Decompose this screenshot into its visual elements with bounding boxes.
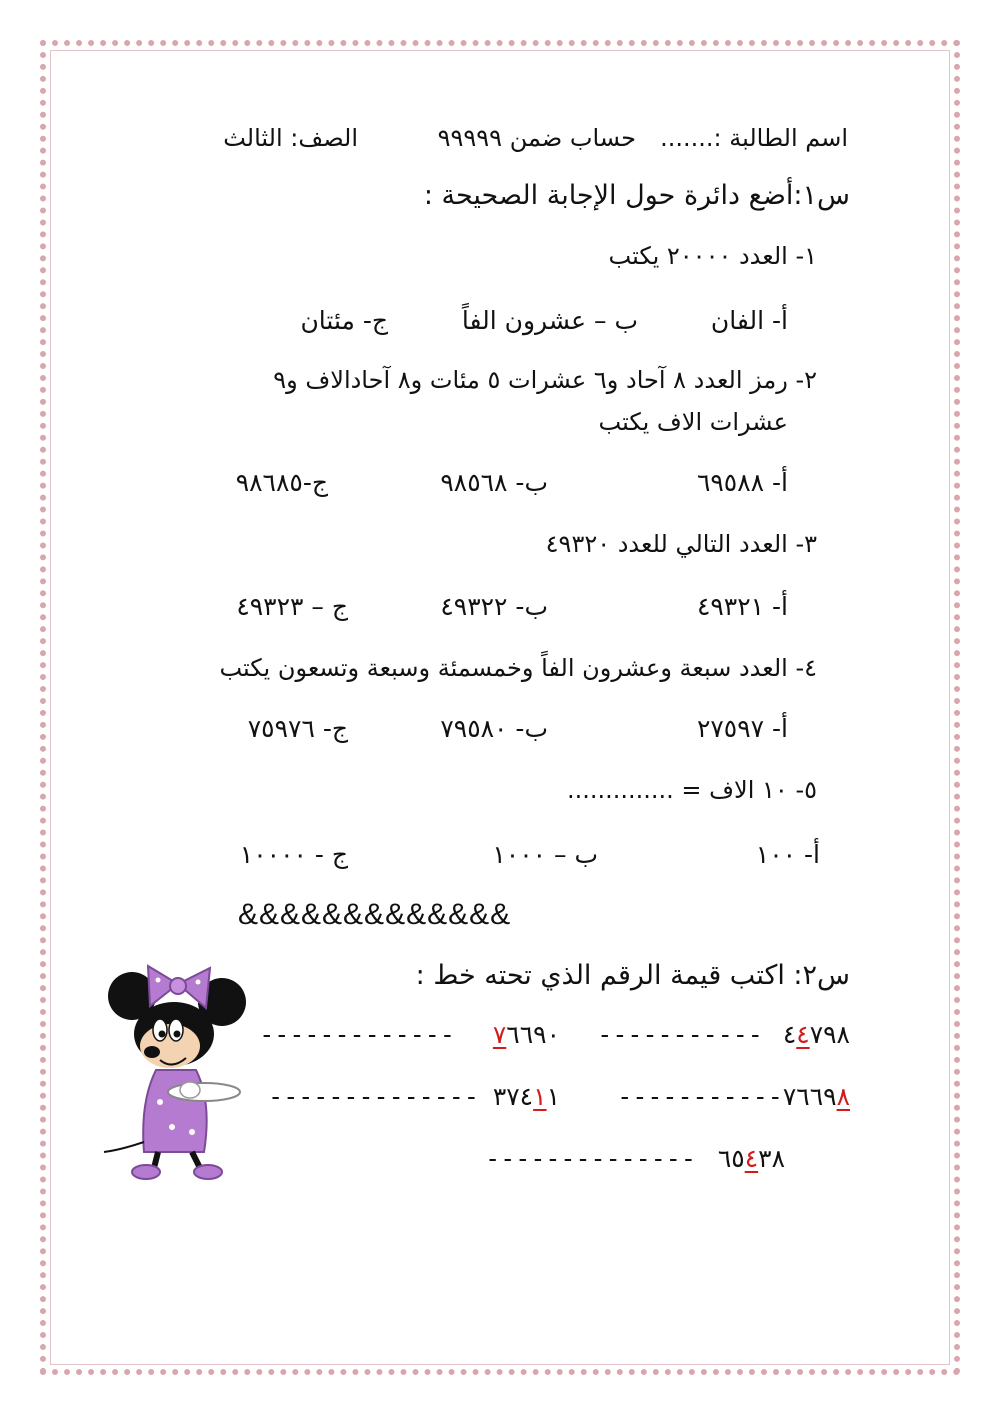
q1-item-1-stem: ١- العدد ٢٠٠٠٠ يكتب (608, 242, 817, 270)
underlined-digit: ٤ (744, 1144, 759, 1173)
answer-blank[interactable]: ------------- (259, 1020, 455, 1049)
answer-blank[interactable]: ----------- (597, 1020, 763, 1049)
minnie-mouse-icon (100, 962, 260, 1182)
q1-item-2-stem: ٢- رمز العدد ٨ آحاد و٦ عشرات ٥ مئات و٨ آحادالاف و٩ (273, 366, 817, 394)
question-2-title: س٢: اكتب قيمة الرقم الذي تحته خط : (415, 960, 850, 991)
q1-item-3-option-a[interactable]: أ- ٤٩٣٢١ (696, 592, 788, 621)
q1-item-5-option-b[interactable]: ب – ١٠٠٠ (492, 840, 598, 869)
q1-item-3-stem: ٣- العدد التالي للعدد ٤٩٣٢٠ (545, 530, 817, 558)
q2-item-2-number: ٧٦٦٩٠ (492, 1020, 560, 1049)
q1-item-5-stem: ٥- ١٠ الاف = .............. (566, 776, 817, 804)
q1-item-2-stem-cont: عشرات الاف يكتب (598, 408, 788, 436)
section-separator: &&&&&&&&&&&&& (238, 898, 512, 931)
underlined-digit: ١ (533, 1082, 547, 1111)
q2-item-4 (268, 1082, 560, 1111)
q1-item-2-option-b[interactable]: ب- ٩٨٥٦٨ (440, 468, 548, 497)
q1-item-4-option-b[interactable]: ب- ٧٩٥٨٠ (440, 714, 548, 743)
q1-item-3-option-c[interactable]: ج – ٤٩٣٢٣ (236, 592, 348, 621)
q1-item-1-option-a[interactable]: أ- الفان (710, 306, 788, 335)
q1-item-4-stem: ٤- العدد سبعة وعشرون الفاً وخمسمئة وسبعة وتسعون يكتب (219, 654, 817, 682)
q2-item-3-number: ٧٦٦٩٨ (782, 1082, 850, 1111)
underlined-digit: ٤ (796, 1020, 810, 1049)
q1-item-2-option-c[interactable]: ج-٩٨٦٨٥ (235, 468, 328, 497)
q1-item-3-option-b[interactable]: ب- ٤٩٣٢٢ (440, 592, 548, 621)
answer-blank[interactable]: -------------- (485, 1144, 696, 1173)
q1-item-1-option-b[interactable]: ب – عشرون الفاً (461, 306, 638, 335)
underlined-digit: ٨ (836, 1082, 850, 1111)
grade-label: الصف: الثالث (223, 124, 358, 152)
answer-blank[interactable]: -------------- (268, 1082, 479, 1111)
q1-item-2-option-a[interactable]: أ- ٦٩٥٨٨ (696, 468, 788, 497)
q1-item-5-option-a[interactable]: أ- ١٠٠ (755, 840, 820, 869)
q2-item-2 (259, 1020, 560, 1049)
q1-item-4-option-a[interactable]: أ- ٢٧٥٩٧ (696, 714, 788, 743)
answer-blank[interactable]: ----------- (617, 1082, 783, 1111)
q1-item-1-option-c[interactable]: ج- مئتان (300, 306, 388, 335)
q2-item-5 (485, 1144, 785, 1173)
q1-item-4-option-c[interactable]: ج- ٧٥٩٧٦ (247, 714, 348, 743)
q2-item-3 (617, 1082, 850, 1111)
question-1-title: س١:أضع دائرة حول الإجابة الصحيحة : (423, 180, 850, 211)
worksheet-topic: حساب ضمن ٩٩٩٩٩ (437, 124, 636, 152)
student-name-line: اسم الطالبة :....... (660, 124, 848, 152)
q2-item-4-number: ٣٧٤١١ (492, 1082, 560, 1111)
q1-item-5-option-c[interactable]: ج - ١٠٠٠٠ (239, 840, 348, 869)
q2-item-5-number: ٦٥٤٣٨ (717, 1144, 785, 1173)
q2-item-1 (597, 1020, 850, 1049)
q2-item-1-number: ٤٤٧٩٨ (782, 1020, 850, 1049)
underlined-digit: ٧ (492, 1020, 507, 1049)
